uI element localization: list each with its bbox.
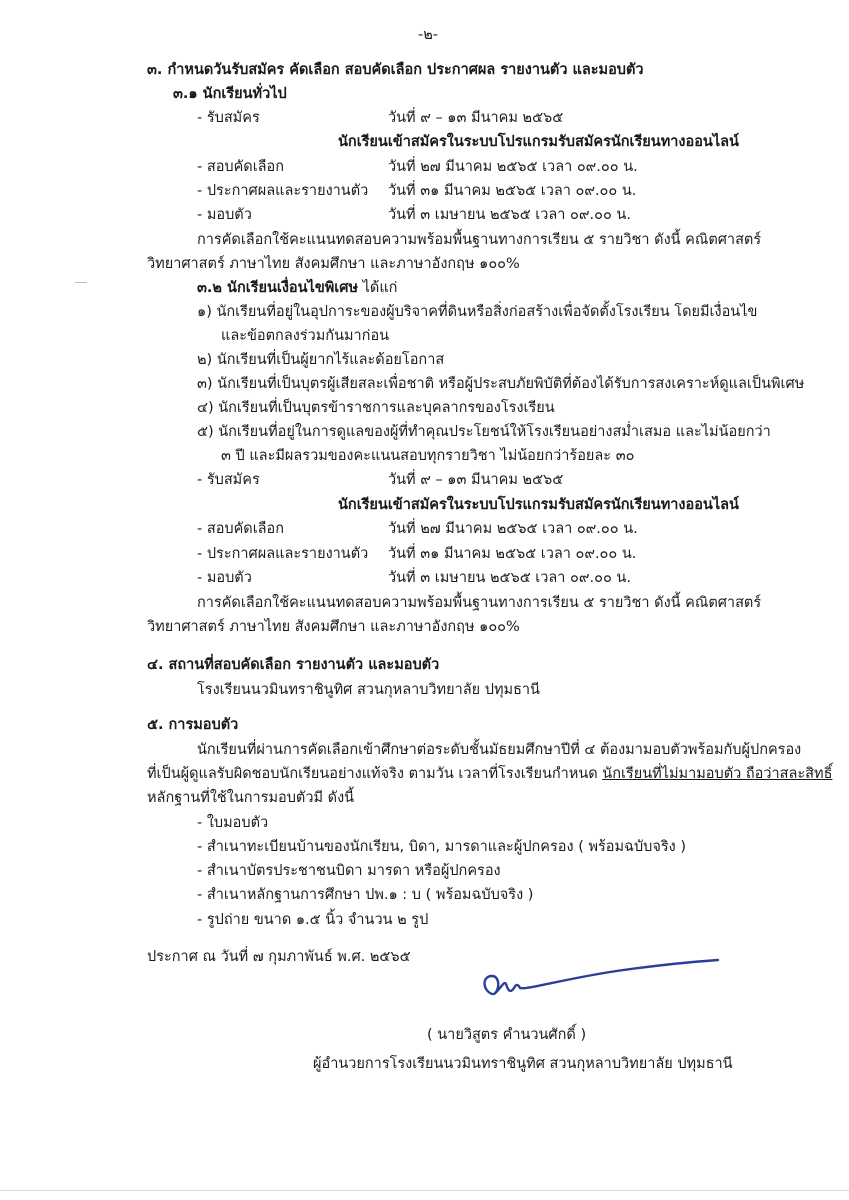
s32-online-note: นักเรียนเข้าสมัครในระบบโปรแกรมรับสมัครนักเรียนทางออนไลน์ <box>338 497 739 513</box>
section-4-heading: ๔. สถานที่สอบคัดเลือก รายงานตัว และมอบตัว <box>147 657 440 673</box>
exam-venue: โรงเรียนนวมินทราชินูทิศ สวนกุหลาบวิทยาลัย ปทุมธานี <box>197 682 540 698</box>
condition-item: ๕) นักเรียนที่อยู่ในการดูแลของผู้ที่ทำคุณประโยชน์ให้โรงเรียนอย่างสม่ำเสมอ และไม่น้อยกว่า <box>197 424 771 440</box>
condition-item: ๓) นักเรียนที่เป็นบุตรผู้เสียสละเพื่อชาติ หรือผู้ประสบภัยพิบัติที่ต้องได้รับการสงเคราะห์ดูแลเป็นพิเศษ <box>197 376 805 392</box>
condition-item-continuation: ๓ ปี และมีผลรวมของคะแนนสอบทุกรายวิชา ไม่น้อยกว่าร้อยละ ๓๐ <box>221 448 635 464</box>
s5-paragraph-line-1: นักเรียนที่ผ่านการคัดเลือกเข้าศึกษาต่อระดับชั้นมัธยมศึกษาปีที่ ๔ ต้องมามอบตัวพร้อมกับผู้ปกครอง <box>197 742 802 758</box>
required-document: - ใบมอบตัว <box>197 815 269 831</box>
required-document: - สำเนาหลักฐานการศึกษา ปพ.๑ : บ ( พร้อมฉบับจริง ) <box>197 887 534 903</box>
condition-item: ๔) นักเรียนที่เป็นบุตรข้าราชการและบุคลากรของโรงเรียน <box>197 400 555 416</box>
s5-paragraph-text: ที่เป็นผู้ดูแลรับผิดชอบนักเรียนอย่างแท้จริง ตามวัน เวลาที่โรงเรียนกำหนด <box>147 766 603 782</box>
s31-report-date: วันที่ ๓ เมษายน ๒๕๖๕ เวลา ๐๙.๐๐ น. <box>388 207 631 223</box>
s32-apply-label: - รับสมัคร <box>197 472 260 488</box>
s32-announce-date: วันที่ ๓๑ มีนาคม ๒๕๖๕ เวลา ๐๙.๐๐ น. <box>388 546 637 562</box>
s32-report-label: - มอบตัว <box>197 570 252 586</box>
s31-criteria-line-2: วิทยาศาสตร์ ภาษาไทย สังคมศึกษา และภาษาอังกฤษ ๑๐๐% <box>147 256 520 272</box>
forfeit-notice: นักเรียนที่ไม่มามอบตัว ถือว่าสละสิทธิ์ <box>602 766 833 782</box>
s31-apply-label: - รับสมัคร <box>197 110 260 126</box>
scan-bottom-edge <box>0 1190 849 1191</box>
s32-announce-label: - ประกาศผลและรายงานตัว <box>197 546 369 562</box>
page-number: -๒- <box>418 27 439 43</box>
scan-mark <box>75 282 87 286</box>
s31-announce-label: - ประกาศผลและรายงานตัว <box>197 183 369 199</box>
section-3-1-heading: ๓.๑ นักเรียนทั่วไป <box>173 86 287 102</box>
s31-online-note: นักเรียนเข้าสมัครในระบบโปรแกรมรับสมัครนักเรียนทางออนไลน์ <box>338 134 739 150</box>
s31-criteria-line-1: การคัดเลือกใช้คะแนนทดสอบความพร้อมพื้นฐานทางการเรียน ๕ รายวิชา ดังนี้ คณิตศาสตร์ <box>197 232 762 248</box>
section-3-2-heading-rest: ได้แก่ <box>358 280 398 296</box>
s32-criteria-line-2: วิทยาศาสตร์ ภาษาไทย สังคมศึกษา และภาษาอังกฤษ ๑๐๐% <box>147 619 520 635</box>
signer-name: ( นายวิสูตร คำนวนศักดิ์ ) <box>427 1027 587 1043</box>
required-document: - สำเนาบัตรประชาชนบิดา มารดา หรือผู้ปกครอง <box>197 863 501 879</box>
s31-announce-date: วันที่ ๓๑ มีนาคม ๒๕๖๕ เวลา ๐๙.๐๐ น. <box>388 183 637 199</box>
s32-criteria-line-1: การคัดเลือกใช้คะแนนทดสอบความพร้อมพื้นฐานทางการเรียน ๕ รายวิชา ดังนี้ คณิตศาสตร์ <box>197 595 762 611</box>
s32-exam-label: - สอบคัดเลือก <box>197 521 285 537</box>
s32-exam-date: วันที่ ๒๗ มีนาคม ๒๕๖๕ เวลา ๐๙.๐๐ น. <box>388 521 638 537</box>
s31-apply-date: วันที่ ๙ – ๑๓ มีนาคม ๒๕๖๕ <box>388 110 564 126</box>
section-5-heading: ๕. การมอบตัว <box>147 717 239 733</box>
s31-report-label: - มอบตัว <box>197 207 252 223</box>
section-3-2-heading-bold: ๓.๒ นักเรียนเงื่อนไขพิเศษ <box>197 280 359 296</box>
s31-exam-date: วันที่ ๒๗ มีนาคม ๒๕๖๕ เวลา ๐๙.๐๐ น. <box>388 159 638 175</box>
s32-apply-date: วันที่ ๙ – ๑๓ มีนาคม ๒๕๖๕ <box>388 472 564 488</box>
s5-paragraph-line-2 <box>147 764 832 784</box>
condition-item: ๑) นักเรียนที่อยู่ในอุปการะของผู้บริจาคที่ดินหรือสิ่งก่อสร้างเพื่อจัดตั้งโรงเรียน โดยมีเงื่อนไข <box>197 304 758 320</box>
announcement-date: ประกาศ ณ วันที่ ๗ กุมภาพันธ์ พ.ศ. ๒๕๖๕ <box>147 949 411 965</box>
section-3-2-heading <box>197 278 397 298</box>
required-document: - รูปถ่าย ขนาด ๑.๕ นิ้ว จำนวน ๒ รูป <box>197 912 429 928</box>
section-3-heading: ๓. กำหนดวันรับสมัคร คัดเลือก สอบคัดเลือก ประกาศผล รายงานตัว และมอบตัว <box>147 62 644 78</box>
required-document: - สำเนาทะเบียนบ้านของนักเรียน, บิดา, มารดาและผู้ปกครอง ( พร้อมฉบับจริง ) <box>197 839 686 855</box>
condition-item: ๒) นักเรียนที่เป็นผู้ยากไร้และด้อยโอกาส <box>197 352 445 368</box>
condition-item-continuation: และข้อตกลงร่วมกันมาก่อน <box>221 328 390 344</box>
s31-exam-label: - สอบคัดเลือก <box>197 159 285 175</box>
s32-report-date: วันที่ ๓ เมษายน ๒๕๖๕ เวลา ๐๙.๐๐ น. <box>388 570 631 586</box>
signer-position: ผู้อำนวยการโรงเรียนนวมินทราชินูทิศ สวนกุหลาบวิทยาลัย ปทุมธานี <box>313 1056 733 1072</box>
signature <box>470 950 730 1010</box>
s5-paragraph-line-3: หลักฐานที่ใช้ในการมอบตัวมี ดังนี้ <box>147 790 355 806</box>
